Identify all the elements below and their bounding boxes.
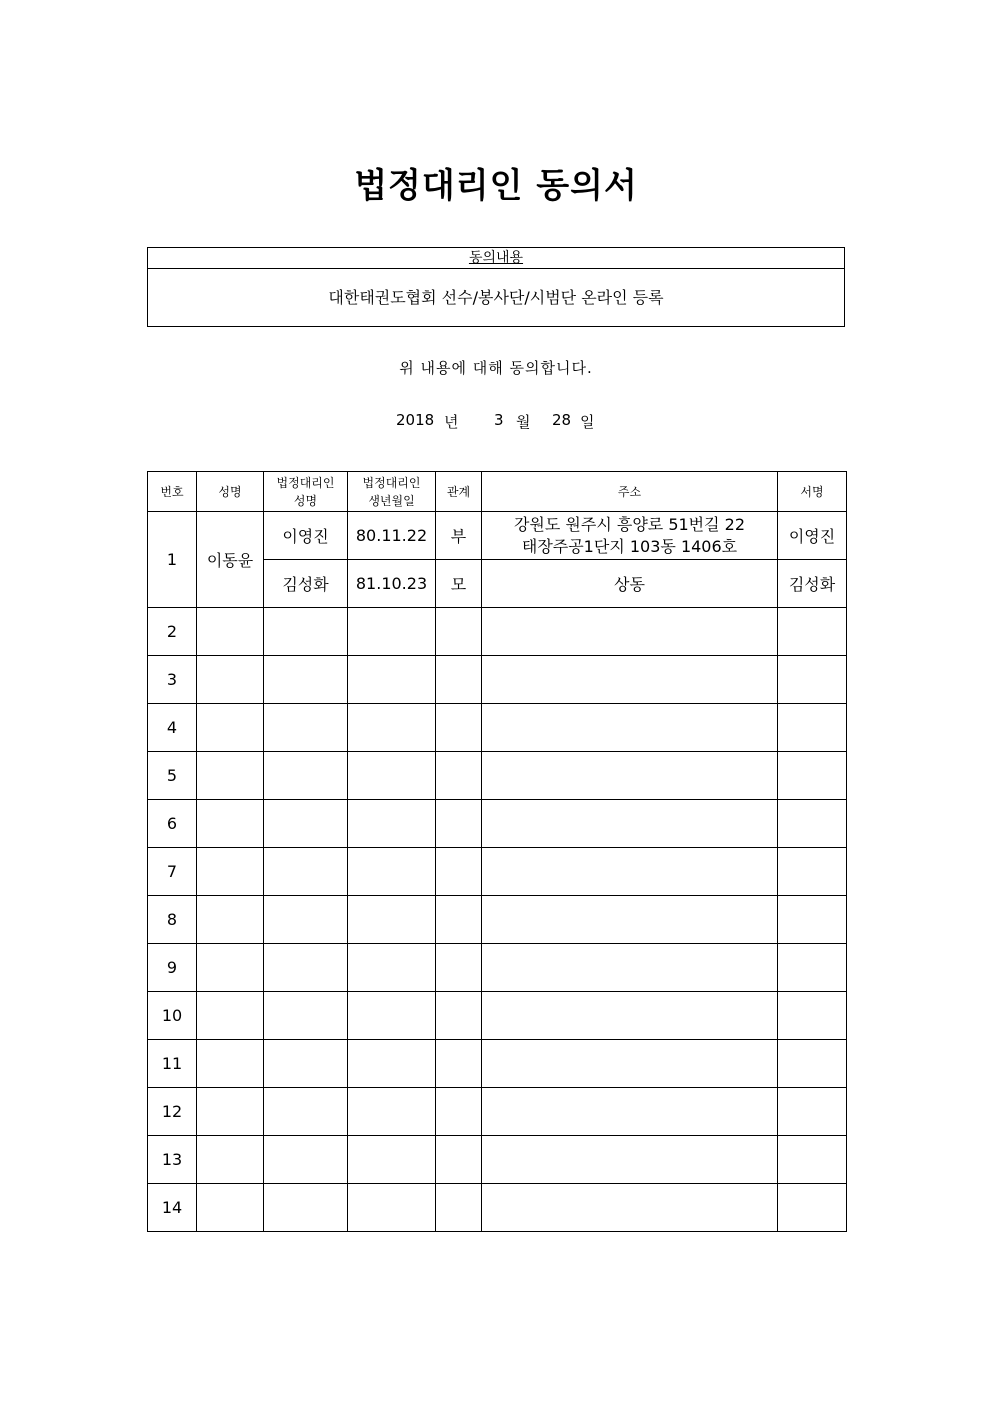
table-row	[148, 1088, 847, 1136]
header-signature: 서명	[778, 472, 847, 512]
guardian-signature	[778, 656, 847, 704]
guardian-birth	[348, 1040, 436, 1088]
student-name	[197, 1136, 264, 1184]
guardian-address	[482, 656, 778, 704]
guardian-name	[264, 656, 348, 704]
guardian-name	[264, 608, 348, 656]
guardian-name	[264, 752, 348, 800]
guardian-address	[482, 608, 778, 656]
date-line	[0, 411, 992, 431]
table-row	[148, 656, 847, 704]
guardian-birth	[348, 1088, 436, 1136]
row-number: 10	[148, 992, 197, 1040]
row-number: 5	[148, 752, 197, 800]
header-relation: 관계	[436, 472, 482, 512]
guardian-address-line1: 강원도 원주시 흥양로 51번길 22	[513, 514, 746, 534]
header-guardian-name-line2: 성명	[293, 493, 318, 508]
guardian-name	[264, 1136, 348, 1184]
guardian-relation	[436, 1040, 482, 1088]
table-row	[148, 848, 847, 896]
row-number: 8	[148, 896, 197, 944]
guardian-relation	[436, 656, 482, 704]
student-name	[197, 1088, 264, 1136]
guardian-address: 상동	[482, 560, 778, 608]
guardian-name	[264, 944, 348, 992]
guardian-relation	[436, 1088, 482, 1136]
table-row	[148, 512, 847, 560]
row-number: 12	[148, 1088, 197, 1136]
table-row	[148, 752, 847, 800]
date-day: 28	[552, 411, 572, 429]
guardian-birth: 81.10.23	[348, 560, 436, 608]
consent-body: 대한태권도협회 선수/봉사단/시범단 온라인 등록	[328, 288, 664, 307]
student-name	[197, 800, 264, 848]
row-number: 14	[148, 1184, 197, 1232]
row-number: 4	[148, 704, 197, 752]
guardian-name	[264, 1088, 348, 1136]
guardian-address	[482, 1040, 778, 1088]
guardian-address	[482, 800, 778, 848]
guardian-address	[482, 704, 778, 752]
student-name: 이동윤	[197, 512, 264, 608]
table-header-row	[148, 472, 847, 512]
guardian-signature: 이영진	[778, 512, 847, 560]
header-address: 주소	[482, 472, 778, 512]
guardian-signature	[778, 608, 847, 656]
row-number: 11	[148, 1040, 197, 1088]
table-row	[148, 1040, 847, 1088]
table-row	[148, 1136, 847, 1184]
guardian-address-line2: 태장주공1단지 103동 1406호	[521, 536, 738, 556]
guardian-signature: 김성화	[778, 560, 847, 608]
guardian-address	[482, 1088, 778, 1136]
table-row	[148, 800, 847, 848]
consent-header-label: 동의내용	[468, 250, 524, 266]
header-guardian-birth-line2: 생년월일	[368, 493, 415, 508]
student-name	[197, 848, 264, 896]
guardian-relation	[436, 896, 482, 944]
header-guardian-birth-line1: 법정대리인	[362, 475, 421, 490]
guardian-relation: 모	[436, 560, 482, 608]
guardian-signature	[778, 752, 847, 800]
guardian-address	[482, 992, 778, 1040]
guardian-signature	[778, 1136, 847, 1184]
table-row	[148, 608, 847, 656]
guardian-address	[482, 1136, 778, 1184]
guardian-signature	[778, 1184, 847, 1232]
guardian-address	[482, 1184, 778, 1232]
student-name	[197, 896, 264, 944]
header-number: 번호	[148, 472, 197, 512]
student-name	[197, 992, 264, 1040]
guardian-relation	[436, 944, 482, 992]
guardian-signature	[778, 704, 847, 752]
guardian-address	[482, 944, 778, 992]
date-year-unit: 년	[444, 413, 459, 431]
guardian-relation	[436, 800, 482, 848]
guardian-relation	[436, 704, 482, 752]
guardian-address	[482, 896, 778, 944]
guardian-name	[264, 896, 348, 944]
guardian-name: 이영진	[264, 512, 348, 560]
table-row	[148, 896, 847, 944]
guardian-name	[264, 704, 348, 752]
table-row	[148, 704, 847, 752]
guardian-birth	[348, 1184, 436, 1232]
consent-box	[147, 247, 845, 327]
guardian-relation: 부	[436, 512, 482, 560]
guardian-relation	[436, 848, 482, 896]
guardian-name	[264, 848, 348, 896]
guardian-address	[482, 752, 778, 800]
row-number: 1	[148, 512, 197, 608]
row-number: 2	[148, 608, 197, 656]
date-day-unit: 일	[580, 413, 595, 431]
student-name	[197, 704, 264, 752]
agreement-statement: 위 내용에 대해 동의합니다.	[399, 359, 593, 377]
guardian-relation	[436, 1136, 482, 1184]
guardian-birth: 80.11.22	[348, 512, 436, 560]
student-name	[197, 1040, 264, 1088]
guardian-birth	[348, 704, 436, 752]
guardian-birth	[348, 800, 436, 848]
date-year: 2018	[396, 411, 435, 429]
guardian-table	[147, 471, 847, 1232]
guardian-signature	[778, 896, 847, 944]
guardian-signature	[778, 944, 847, 992]
row-number: 6	[148, 800, 197, 848]
guardian-address	[482, 848, 778, 896]
guardian-signature	[778, 992, 847, 1040]
guardian-signature	[778, 848, 847, 896]
date-month: 3	[494, 411, 504, 429]
guardian-birth	[348, 992, 436, 1040]
guardian-relation	[436, 992, 482, 1040]
table-row	[148, 944, 847, 992]
row-number: 3	[148, 656, 197, 704]
row-number: 13	[148, 1136, 197, 1184]
row-number: 7	[148, 848, 197, 896]
guardian-birth	[348, 1136, 436, 1184]
guardian-relation	[436, 1184, 482, 1232]
header-guardian-birth	[348, 472, 436, 512]
guardian-name	[264, 1184, 348, 1232]
document-title: 법정대리인 동의서	[354, 166, 638, 206]
guardian-birth	[348, 608, 436, 656]
student-name	[197, 608, 264, 656]
student-name	[197, 752, 264, 800]
student-name	[197, 1184, 264, 1232]
guardian-birth	[348, 848, 436, 896]
student-name	[197, 656, 264, 704]
guardian-birth	[348, 944, 436, 992]
guardian-relation	[436, 608, 482, 656]
guardian-signature	[778, 800, 847, 848]
guardian-birth	[348, 752, 436, 800]
guardian-name	[264, 992, 348, 1040]
date-month-unit: 월	[516, 413, 531, 431]
header-guardian-name	[264, 472, 348, 512]
guardian-name	[264, 1040, 348, 1088]
guardian-birth	[348, 896, 436, 944]
guardian-signature	[778, 1088, 847, 1136]
guardian-signature	[778, 1040, 847, 1088]
guardian-address	[482, 512, 778, 560]
table-row	[148, 992, 847, 1040]
header-guardian-name-line1: 법정대리인	[276, 475, 335, 490]
guardian-name: 김성화	[264, 560, 348, 608]
table-row	[148, 1184, 847, 1232]
header-name: 성명	[197, 472, 264, 512]
guardian-birth	[348, 656, 436, 704]
row-number: 9	[148, 944, 197, 992]
consent-header	[148, 248, 844, 269]
guardian-name	[264, 800, 348, 848]
student-name	[197, 944, 264, 992]
guardian-relation	[436, 752, 482, 800]
